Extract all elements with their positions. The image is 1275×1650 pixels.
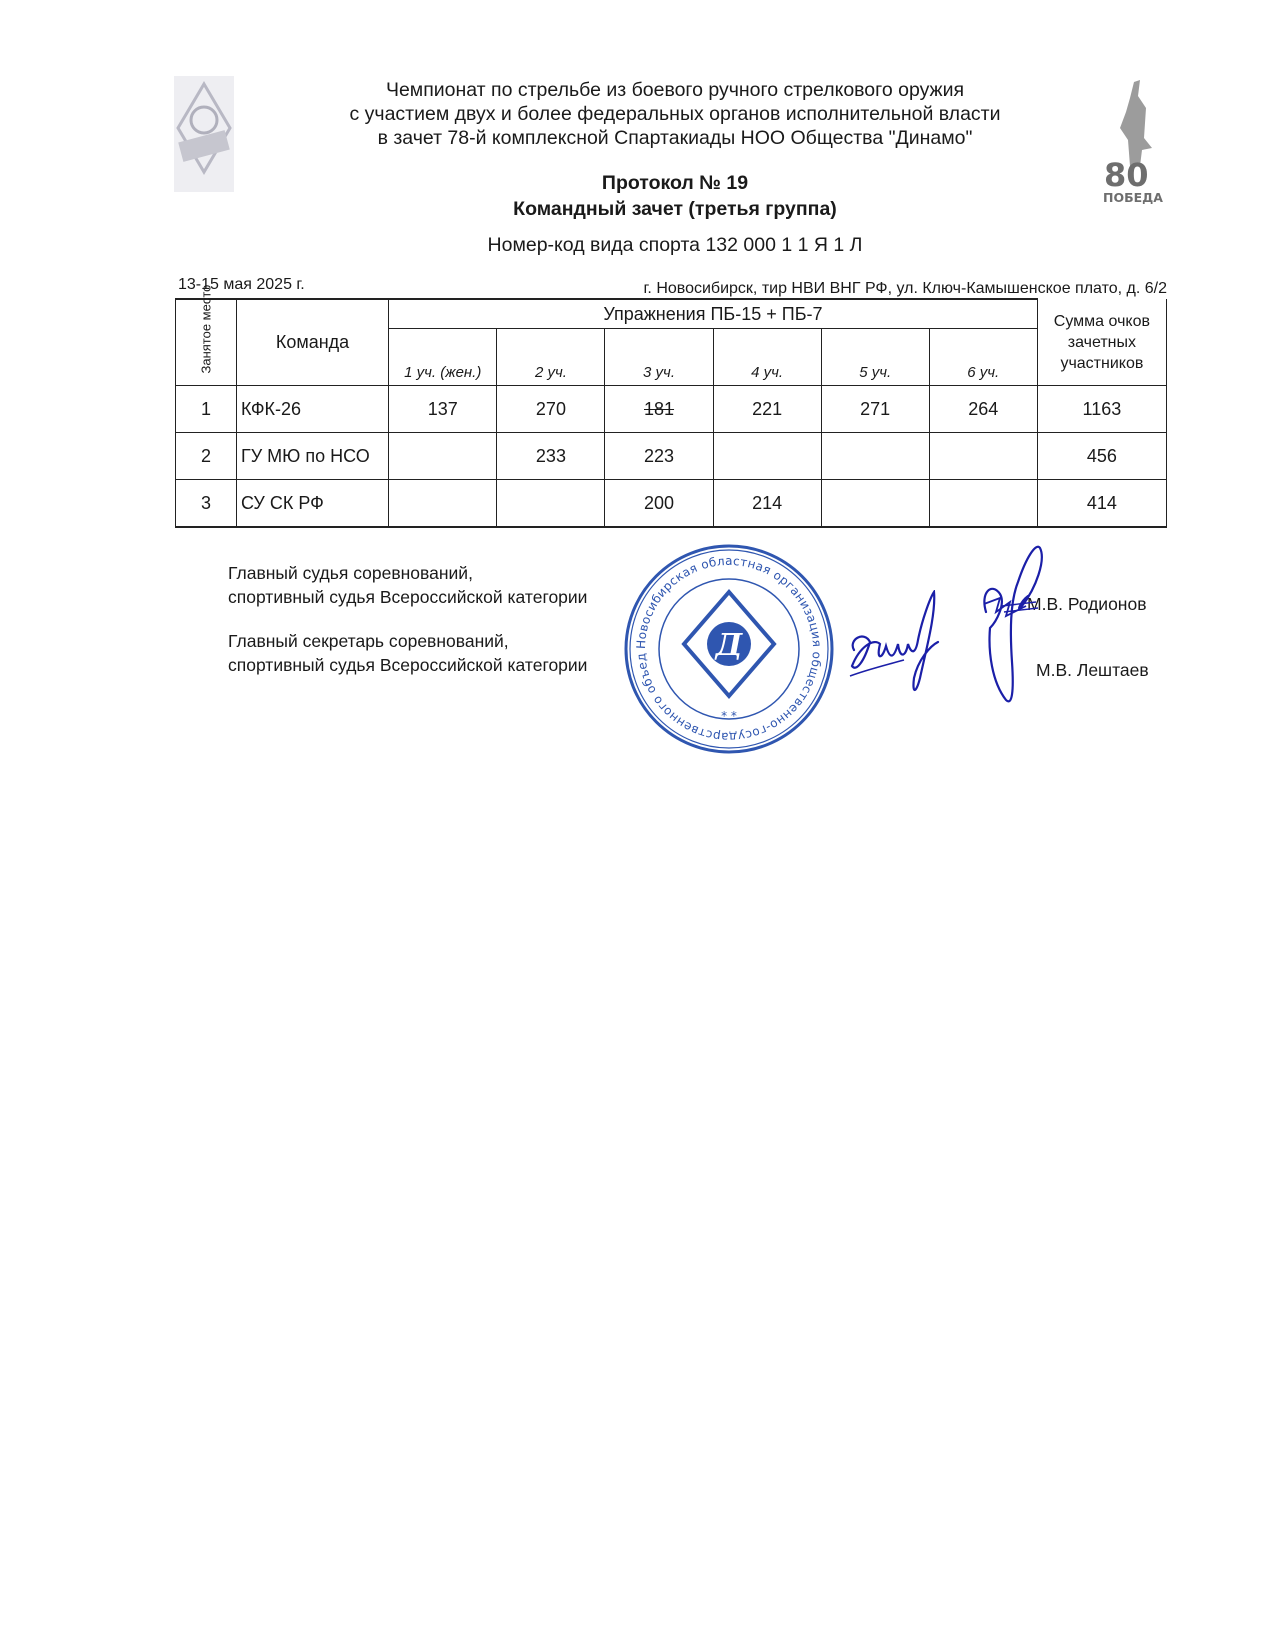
chief-secretary-title (228, 629, 587, 677)
row-score: 223 (605, 433, 713, 480)
row-place: 2 (176, 433, 237, 480)
header-participant-6: 6 уч. (929, 329, 1037, 386)
dynamo-round-stamp (622, 542, 836, 756)
row-score: 270 (497, 386, 605, 433)
header-place-label: Занятое место (198, 284, 214, 374)
victory-80-logo (1100, 78, 1164, 204)
header-participant-4: 4 уч. (713, 329, 821, 386)
row-score (821, 433, 929, 480)
row-sum: 456 (1037, 433, 1166, 480)
chief-secretary-name: М.В. Лештаев (1036, 660, 1149, 680)
header-participant-2: 2 уч. (497, 329, 605, 386)
chief-judge-title (228, 561, 587, 609)
row-score: 264 (929, 386, 1037, 433)
row-team: КФК-26 (237, 386, 389, 433)
row-score: 271 (821, 386, 929, 433)
header-place (176, 284, 237, 386)
header-line-1: Чемпионат по стрельбе из боевого ручного стрелкового оружия (385, 79, 965, 101)
row-team: ГУ МЮ по НСО (237, 433, 389, 480)
row-score-struck: 181 (605, 386, 713, 433)
header-participant-5: 5 уч. (821, 329, 929, 386)
row-score: 200 (605, 480, 713, 528)
header-exercises: Упражнения ПБ-15 + ПБ-7 (389, 299, 1038, 329)
table-row (176, 433, 1167, 480)
row-score (821, 480, 929, 528)
row-score (389, 433, 497, 480)
row-team: СУ СК РФ (237, 480, 389, 528)
chief-judge-title-line-2: спортивный судья Всероссийской категории (228, 587, 588, 607)
protocol-title: Протокол № 19 (601, 172, 749, 194)
header-line-2: с участием двух и более федеральных органов исполнительной власти (349, 103, 1001, 125)
svg-text:ПОБЕДА!: ПОБЕДА! (1103, 190, 1164, 204)
row-score: 214 (713, 480, 821, 528)
chief-secretary-title-line-2: спортивный судья Всероссийской категории (228, 655, 588, 675)
row-score: 221 (713, 386, 821, 433)
header-sum: Сумма очков зачетных участников (1037, 299, 1166, 386)
row-score (929, 480, 1037, 528)
svg-text:* *: * * (721, 709, 737, 723)
protocol-heading (280, 170, 1070, 222)
row-place: 3 (176, 480, 237, 528)
header-line-3: в зачет 78-й комплексной Спартакиады НОО Общества "Динамо" (377, 127, 973, 149)
dynamo-badge-logo (174, 76, 234, 192)
chief-judge-title-line-1: Главный судья соревнований, (228, 563, 473, 583)
row-score: 137 (389, 386, 497, 433)
header-team: Команда (237, 299, 389, 386)
row-place: 1 (176, 386, 237, 433)
table-row (176, 386, 1167, 433)
chief-judge-name: М.В. Родионов (1027, 594, 1147, 614)
row-score (497, 480, 605, 528)
event-place: г. Новосибирск, тир НВИ ВНГ РФ, ул. Ключ-Камышенское плато, д. 6/2 (643, 280, 1167, 297)
event-date: 13-15 мая 2025 г. (178, 276, 305, 293)
protocol-subtitle: Командный зачет (третья группа) (513, 198, 837, 220)
row-sum: 1163 (1037, 386, 1166, 433)
championship-header (280, 78, 1070, 150)
row-sum: 414 (1037, 480, 1166, 528)
header-participant-3: 3 уч. (605, 329, 713, 386)
stamp-letter: Д (715, 628, 743, 663)
svg-text:80: 80 (1104, 156, 1149, 194)
row-score: 233 (497, 433, 605, 480)
stamp-ring-text: Новосибирская областная организация общественно-государственного объед (633, 553, 825, 745)
sport-code: Номер-код вида спорта 132 000 1 1 Я 1 Л (487, 234, 863, 256)
table-row (176, 480, 1167, 528)
chief-secretary-title-line-1: Главный секретарь соревнований, (228, 631, 509, 651)
secretary-signature (846, 590, 940, 700)
row-score (929, 433, 1037, 480)
row-score (713, 433, 821, 480)
row-score (389, 480, 497, 528)
chief-judge-signature (966, 542, 1056, 718)
header-participant-1: 1 уч. (жен.) (389, 329, 497, 386)
